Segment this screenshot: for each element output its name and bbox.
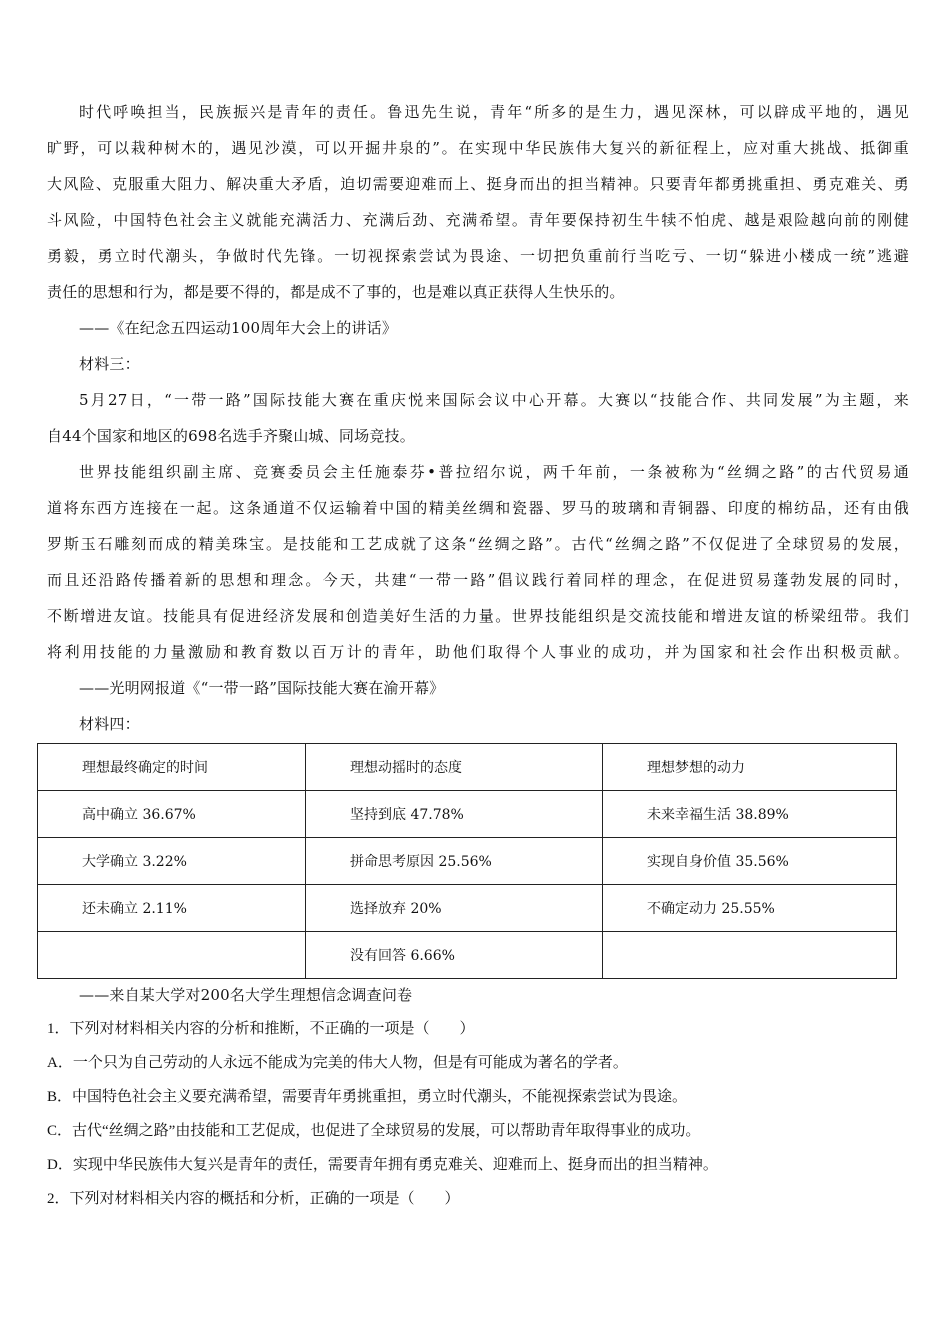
table-row	[38, 932, 897, 979]
table-cell: 未来幸福生活 38.89%	[603, 791, 897, 838]
material2-source: ——《在纪念五四运动100周年大会上的讲话》	[79, 319, 398, 337]
material2-line: 大风险、克服重大阻力、解决重大矛盾，迫切需要迎难而上、挺身而出的担当精神。只要青年都勇挑重担、勇克难关、勇	[47, 175, 909, 193]
table-cell: 实现自身价值 35.56%	[603, 838, 897, 885]
option-c: C．古代“丝绸之路”由技能和工艺促成，也促进了全球贸易的发展，可以帮助青年取得事业的成功。	[47, 1123, 701, 1139]
table-cell	[38, 932, 306, 979]
material3-heading: 材料三：	[79, 355, 140, 373]
material3-p2-line: 世界技能组织副主席、竞赛委员会主任施泰芬•普拉绍尔说，两千年前，一条被称为“丝绸之路”的古代贸易通	[79, 463, 909, 481]
material3-source: ——光明网报道《“一带一路”国际技能大赛在渝开幕》	[79, 679, 445, 697]
option-b: B．中国特色社会主义要充满希望，需要青年勇挑重担，勇立时代潮头，不能视探索尝试为畏途。	[47, 1089, 688, 1105]
table-row	[38, 838, 897, 885]
material4-source: ——来自某大学对200名大学生理想信念调查问卷	[79, 986, 413, 1004]
table-cell: 坚持到底 47.78%	[306, 791, 603, 838]
table-cell: 不确定动力 25.55%	[603, 885, 897, 932]
table-row	[38, 791, 897, 838]
material3-p2-line: 将利用技能的力量激励和教育数以百万计的青年，助他们取得个人事业的成功，并为国家和社会作出积极贡献。	[47, 643, 909, 661]
option-d: D．实现中华民族伟大复兴是青年的责任，需要青年拥有勇克难关、迎难而上、挺身而出的担当精神。	[47, 1157, 718, 1173]
table-cell: 还未确立 2.11%	[38, 885, 306, 932]
material2-line: 旷野，可以栽种树木的，遇见沙漠，可以开掘井泉的”。在实现中华民族伟大复兴的新征程上，应对重大挑战、抵御重	[47, 139, 909, 157]
material3-p1-line: 5月27日，“一带一路”国际技能大赛在重庆悦来国际会议中心开幕。大赛以“技能合作、共同发展”为主题，来	[79, 391, 909, 409]
option-a: A．一个只为自己劳动的人永远不能成为完美的伟大人物，但是有可能成为著名的学者。	[47, 1055, 628, 1071]
survey-table	[37, 743, 897, 979]
table-row	[38, 885, 897, 932]
table-cell: 高中确立 36.67%	[38, 791, 306, 838]
material3-p1-line: 自44个国家和地区的698名选手齐聚山城、同场竞技。	[47, 427, 415, 445]
material3-p2-line: 道将东西方连接在一起。这条通道不仅运输着中国的精美丝绸和瓷器、罗马的玻璃和青铜器、印度的棉纺品，还有由俄	[47, 499, 909, 517]
table-header-cell: 理想最终确定的时间	[38, 744, 306, 791]
material4-heading: 材料四：	[79, 715, 140, 733]
table-header-cell: 理想动摇时的态度	[306, 744, 603, 791]
material2-line: 斗风险，中国特色社会主义就能充满活力、充满后劲、充满希望。青年要保持初生牛犊不怕虎、越是艰险越向前的刚健	[47, 211, 909, 229]
material3-p2-line: 而且还沿路传播着新的思想和理念。今天，共建“一带一路”倡议践行着同样的理念，在促进贸易蓬勃发展的同时，	[47, 571, 909, 589]
material3-p2-line: 不断增进友谊。技能具有促进经济发展和创造美好生活的力量。世界技能组织是交流技能和增进友谊的桥梁纽带。我们	[47, 607, 909, 625]
material2-line: 责任的思想和行为，都是要不得的，都是成不了事的，也是难以真正获得人生快乐的。	[47, 283, 625, 301]
table-cell: 没有回答 6.66%	[306, 932, 603, 979]
table-cell: 拼命思考原因 25.56%	[306, 838, 603, 885]
table-cell: 选择放弃 20%	[306, 885, 603, 932]
table-cell: 大学确立 3.22%	[38, 838, 306, 885]
question-2: 2．下列对材料相关内容的概括和分析，正确的一项是（ ）	[47, 1191, 460, 1207]
table-header-cell: 理想梦想的动力	[603, 744, 897, 791]
material3-p2-line: 罗斯玉石雕刻而成的精美珠宝。是技能和工艺成就了这条“丝绸之路”。古代“丝绸之路”不仅促进了全球贸易的发展，	[47, 535, 909, 553]
question-1: 1．下列对材料相关内容的分析和推断，不正确的一项是（ ）	[47, 1021, 475, 1037]
material2-line: 勇毅，勇立时代潮头，争做时代先锋。一切视探索尝试为畏途、一切把负重前行当吃亏、一切“躲进小楼成一统”逃避	[47, 247, 909, 265]
table-cell	[603, 932, 897, 979]
material2-line: 时代呼唤担当，民族振兴是青年的责任。鲁迅先生说，青年“所多的是生力，遇见深林，可以辟成平地的，遇见	[79, 103, 909, 121]
table-header-row	[38, 744, 897, 791]
